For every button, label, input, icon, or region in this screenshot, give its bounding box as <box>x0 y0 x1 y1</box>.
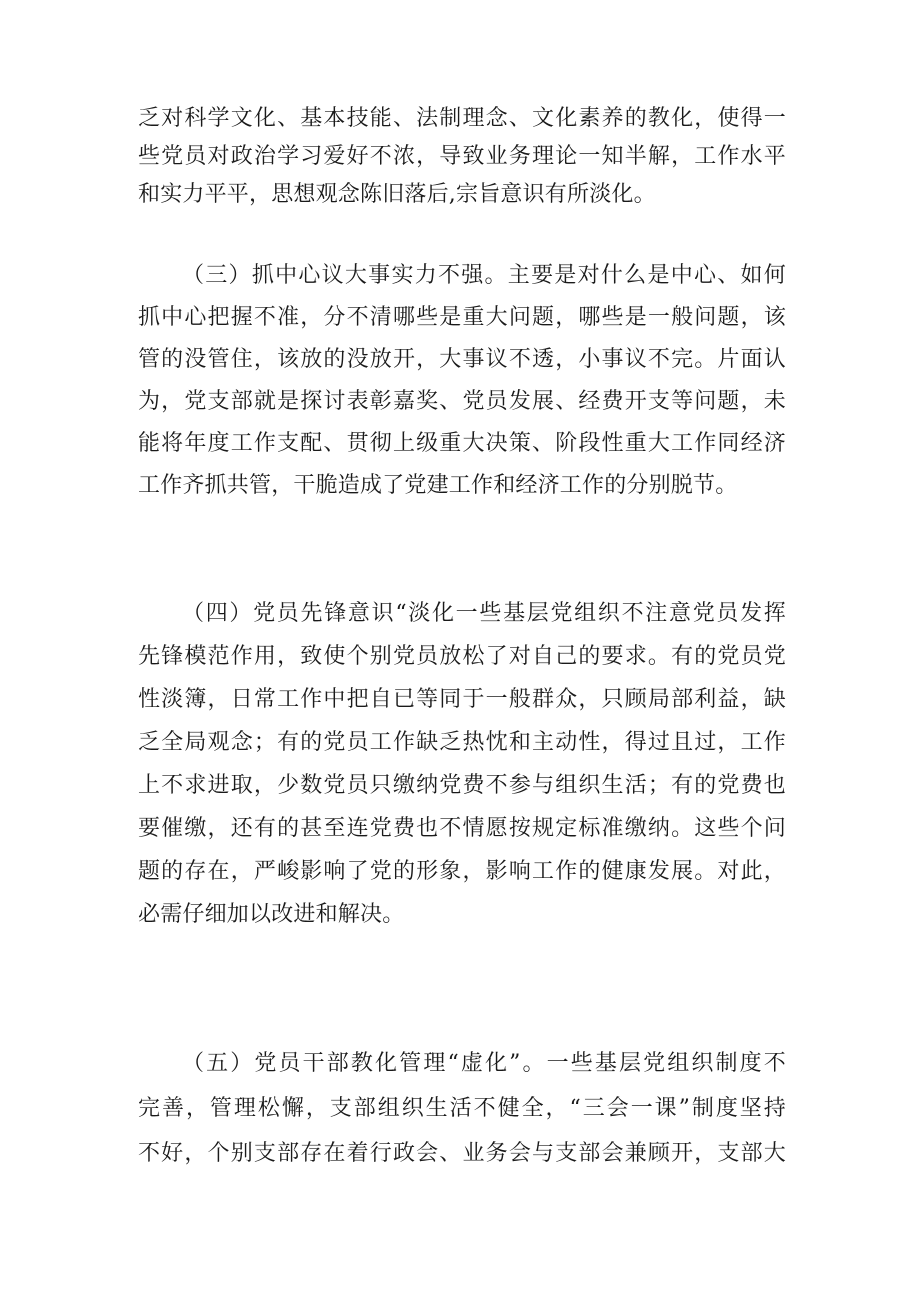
text-line: 必需仔细加以改进和解决。 <box>138 902 405 927</box>
text-line: （四）党员先锋意识“淡化一些基层党组织不注意党员发挥 <box>182 601 786 626</box>
text-line: 完善，管理松懈，支部组织生活不健全，“三会一课”制度坚持 <box>138 1096 786 1121</box>
text-line: 管的没管住，该放的没放开，大事议不透，小事议不完。片面认 <box>138 347 786 372</box>
paragraph-section-3 <box>138 255 786 507</box>
text-line: 上不求进取，少数党员只缴纳党费不参与组织生活；有的党费也 <box>138 773 786 798</box>
paragraph-section-4 <box>138 592 786 936</box>
text-line: 乏全局观念；有的党员工作缺乏热忱和主动性，得过且过，工作 <box>138 730 786 755</box>
text-line: （三）抓中心议大事实力不强。主要是对什么是中心、如何 <box>182 263 786 288</box>
paragraph-section-5 <box>138 1041 786 1176</box>
text-line: 和实力平平，思想观念陈旧落后,宗旨意识有所淡化。 <box>138 182 656 207</box>
text-line: 工作齐抓共管，干脆造成了党建工作和经济工作的分别脱节。 <box>138 473 738 498</box>
text-line: 能将年度工作支配、贯彻上级重大决策、阶段性重大工作同经济 <box>138 431 786 456</box>
text-line: 些党员对政治学习爱好不浓，导致业务理论一知半解，工作水平 <box>138 144 786 169</box>
text-line: 不好，个别支部存在着行政会、业务会与支部会兼顾开，支部大 <box>138 1141 786 1166</box>
text-line: 抓中心把握不准，分不清哪些是重大问题，哪些是一般问题，该 <box>138 305 786 330</box>
text-line: 乏对科学文化、基本技能、法制理念、文化素养的教化，使得一 <box>138 106 786 131</box>
text-line: 要催缴，还有的甚至连党费也不情愿按规定标准缴纳。这些个问 <box>138 816 786 841</box>
paragraph-continued <box>138 100 786 214</box>
text-line: 题的存在，严峻影响了党的形象，影响工作的健康发展。对此， <box>138 859 786 884</box>
text-line: 为，党支部就是探讨表彰嘉奖、党员发展、经费开支等问题，未 <box>138 389 786 414</box>
text-line: （五）党员干部教化管理“虚化”。一些基层党组织制度不 <box>182 1051 786 1076</box>
text-line: 性淡簿，日常工作中把自已等同于一般群众，只顾局部利益，缺 <box>138 687 786 712</box>
text-line: 先锋模范作用，致使个别党员放松了对自己的要求。有的党员党 <box>138 644 786 669</box>
